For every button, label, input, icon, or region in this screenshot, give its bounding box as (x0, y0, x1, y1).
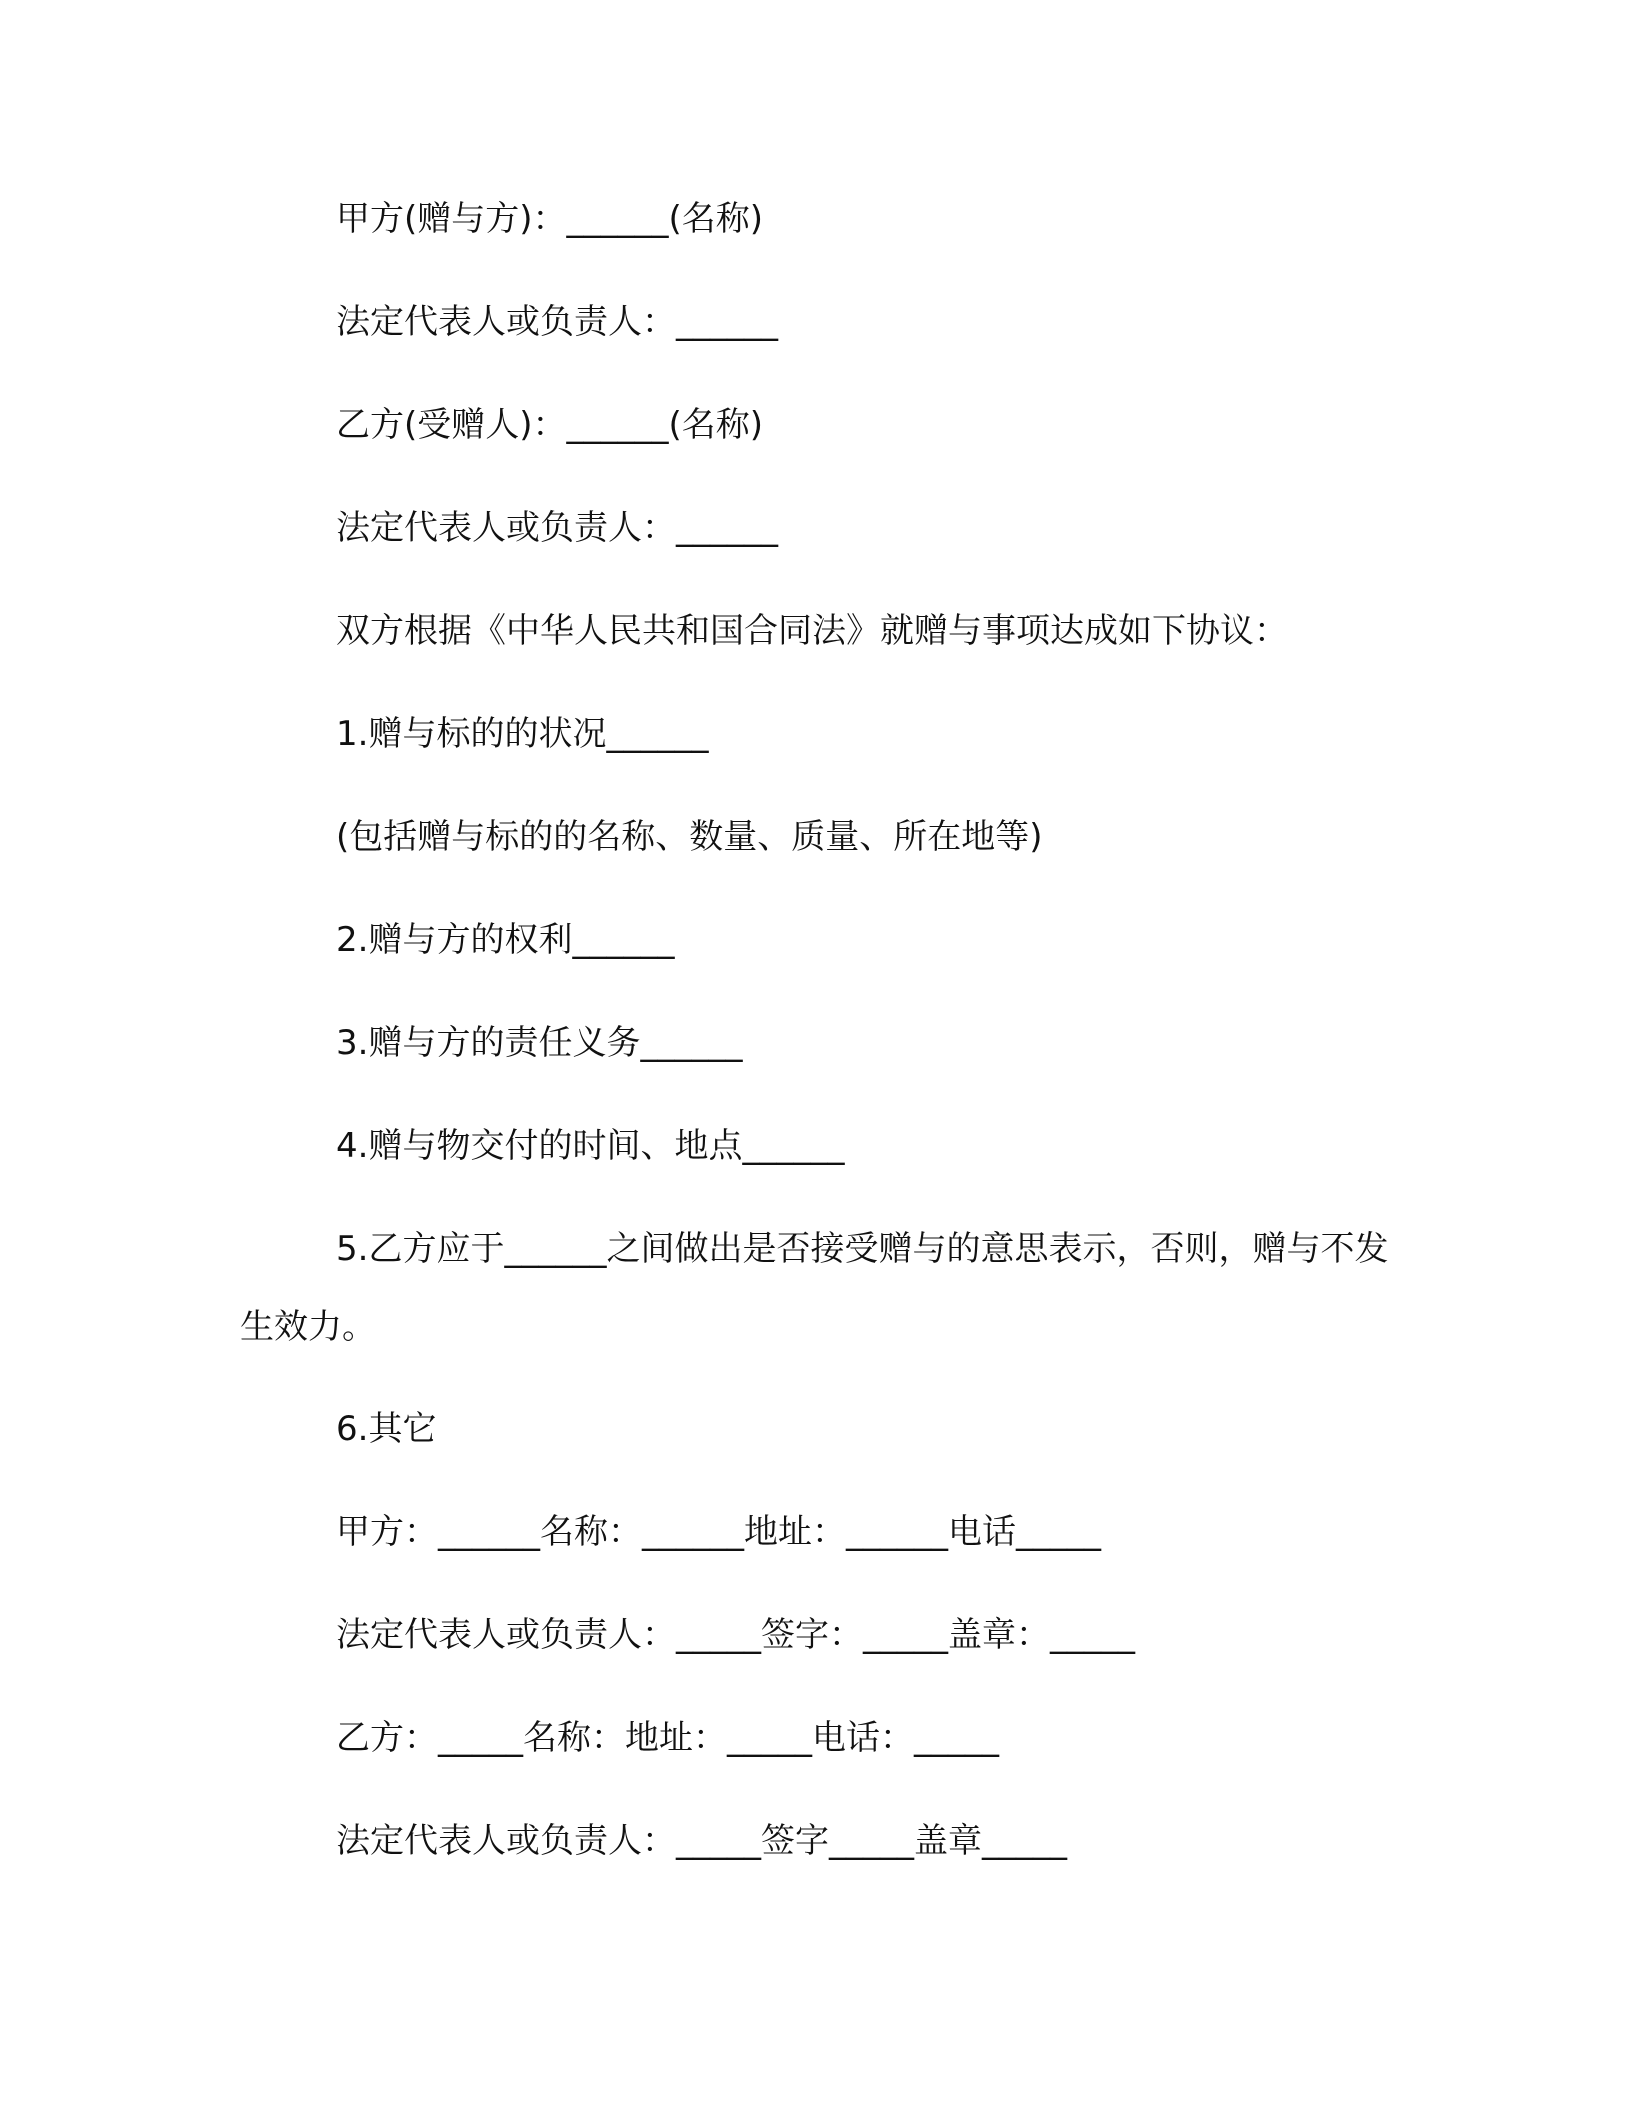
party-b-signature-line: 乙方：_____名称：地址：_____电话：_____ (336, 1718, 999, 1758)
clause-6-line: 6.其它 (336, 1409, 437, 1449)
party-a-representative-line: 法定代表人或负责人：______ (336, 302, 778, 342)
agreement-intro-line: 双方根据《中华人民共和国合同法》就赠与事项达成如下协议： (336, 611, 1288, 651)
clause-1-line: 1.赠与标的的状况______ (336, 714, 709, 754)
party-a-signature-line: 甲方：______名称：______地址：______电话_____ (336, 1512, 1101, 1552)
clause-4-line: 4.赠与物交付的时间、地点______ (336, 1126, 845, 1166)
party-a-representative-signature-line: 法定代表人或负责人：_____签字：_____盖章：_____ (336, 1615, 1135, 1655)
clause-5-paragraph: 5.乙方应于______之间做出是否接受赠与的意思表示，否则，赠与不发生效力。 (240, 1229, 1389, 1347)
party-b-representative-line: 法定代表人或负责人：______ (336, 508, 778, 548)
party-a-line: 甲方(赠与方)：______(名称) (336, 199, 764, 239)
clause-3-line: 3.赠与方的责任义务______ (336, 1023, 743, 1063)
clause-1-note-line: (包括赠与标的的名称、数量、质量、所在地等) (336, 817, 1043, 857)
party-b-line: 乙方(受赠人)：______(名称) (336, 405, 764, 445)
party-b-representative-signature-line: 法定代表人或负责人：_____签字_____盖章_____ (336, 1821, 1067, 1861)
clause-2-line: 2.赠与方的权利______ (336, 920, 675, 960)
